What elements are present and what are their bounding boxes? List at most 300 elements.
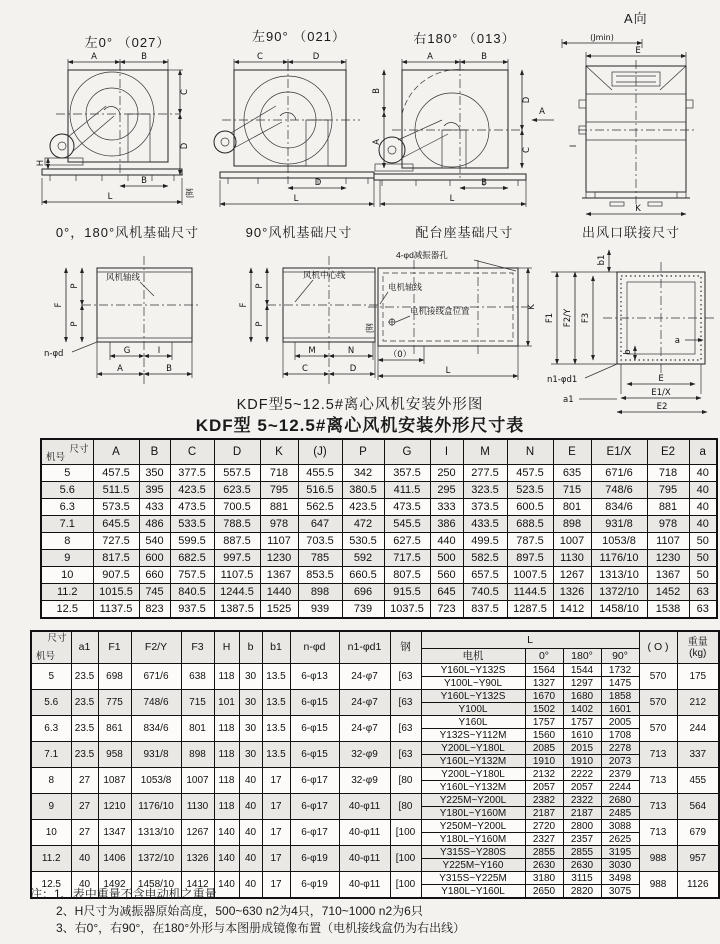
- l0-cell: 2187: [525, 807, 563, 820]
- model-cell: 5.6: [31, 690, 71, 716]
- column-header: K: [260, 439, 298, 465]
- l90-cell: 2680: [601, 794, 639, 807]
- value-cell: 433: [139, 499, 170, 516]
- value-cell: 898: [181, 742, 214, 768]
- value-cell: 40: [239, 768, 262, 794]
- l-group-header: L: [421, 631, 639, 649]
- l90-cell: 2244: [601, 781, 639, 794]
- dim-label-m: M: [308, 346, 316, 356]
- value-cell: 1367: [260, 567, 298, 584]
- value-cell: 24-φ7: [339, 690, 390, 716]
- l0-cell: 2327: [525, 833, 563, 846]
- value-cell: 1230: [260, 550, 298, 567]
- value-cell: 250: [430, 465, 463, 482]
- value-cell: 557.5: [214, 465, 260, 482]
- model-cell: 10: [31, 820, 71, 846]
- value-cell: 50: [689, 533, 717, 550]
- value-cell: 1267: [181, 820, 214, 846]
- l90-cell: 3195: [601, 846, 639, 859]
- column-header: D: [214, 439, 260, 465]
- value-cell: 1412: [553, 601, 591, 619]
- l180-cell: 1402: [563, 703, 601, 716]
- model-cell: 5: [31, 664, 71, 690]
- fan-drawing-right180: [372, 50, 557, 218]
- o-cell: 713: [639, 820, 677, 846]
- value-cell: 657.5: [463, 567, 507, 584]
- value-cell: 1387.5: [214, 601, 260, 619]
- dim-label-left-a: A: [372, 139, 382, 145]
- installation-dimensions-table: [30, 630, 720, 899]
- value-cell: [100: [390, 846, 421, 872]
- l-sub-header: 电机: [421, 649, 525, 664]
- table-row: [41, 584, 717, 601]
- table-row: [31, 664, 719, 677]
- value-cell: 380.5: [342, 482, 384, 499]
- value-cell: 727.5: [93, 533, 139, 550]
- table-row: [41, 567, 717, 584]
- value-cell: 1230: [647, 550, 689, 567]
- value-cell: 24-φ7: [339, 716, 390, 742]
- value-cell: 682.5: [170, 550, 214, 567]
- dim-label-h: H: [36, 159, 46, 167]
- l90-cell: 3088: [601, 820, 639, 833]
- value-cell: 785: [298, 550, 342, 567]
- value-cell: [100: [390, 872, 421, 899]
- o-cell: 570: [639, 716, 677, 742]
- l180-cell: 1680: [563, 690, 601, 703]
- value-cell: 1287.5: [507, 601, 553, 619]
- value-cell: 350: [139, 465, 170, 482]
- l180-cell: 1610: [563, 729, 601, 742]
- value-cell: 795: [647, 482, 689, 499]
- value-cell: 834/6: [131, 716, 181, 742]
- value-cell: 6-φ17: [290, 794, 339, 820]
- corner-header-cell: [31, 631, 71, 664]
- caption-base-0-180: 0°，180°风机基础尺寸: [55, 225, 200, 240]
- o-cell: 713: [639, 768, 677, 794]
- weight-cell: 244: [677, 716, 719, 742]
- value-cell: 1458/10: [131, 872, 181, 899]
- dim-label-p1: P: [255, 283, 265, 289]
- value-cell: [100: [390, 820, 421, 846]
- motor-cell: Y180L~Y160M: [421, 807, 525, 820]
- dim-label-d: D: [312, 52, 320, 62]
- fan-centerline-label: 风机中心线: [303, 270, 346, 280]
- l90-cell: 2485: [601, 807, 639, 820]
- value-cell: 40: [689, 499, 717, 516]
- value-cell: 63: [689, 584, 717, 601]
- column-header: H: [214, 631, 239, 664]
- value-cell: 645.5: [93, 516, 139, 533]
- value-cell: 333: [430, 499, 463, 516]
- motor-cell: Y100L: [421, 703, 525, 716]
- value-cell: 455.5: [298, 465, 342, 482]
- dim-label-b: B: [166, 364, 172, 374]
- value-cell: 881: [647, 499, 689, 516]
- l90-cell: 3030: [601, 859, 639, 872]
- motor-cell: Y160L~Y132S: [421, 690, 525, 703]
- table-row: [31, 716, 719, 729]
- value-cell: 757.5: [170, 567, 214, 584]
- value-cell: 50: [689, 550, 717, 567]
- value-cell: 592: [342, 550, 384, 567]
- column-header: P: [342, 439, 384, 465]
- o-header: ( O ): [639, 631, 677, 664]
- value-cell: 533.5: [170, 516, 214, 533]
- value-cell: 40: [71, 846, 98, 872]
- dim-label-jmin: (Jmin): [590, 33, 614, 42]
- value-cell: 1107: [260, 533, 298, 550]
- value-cell: 1176/10: [131, 794, 181, 820]
- value-cell: 6-φ15: [290, 742, 339, 768]
- l0-cell: 2382: [525, 794, 563, 807]
- value-cell: 101: [214, 690, 239, 716]
- value-cell: 1015.5: [93, 584, 139, 601]
- value-cell: 27: [71, 768, 98, 794]
- model-cell: 12.5: [41, 601, 93, 619]
- l180-cell: 1544: [563, 664, 601, 677]
- column-header: E2: [647, 439, 689, 465]
- column-header: 钢: [390, 631, 421, 664]
- dim-label-right-c: C: [522, 147, 532, 153]
- dim-label-c: C: [257, 52, 263, 62]
- weight-cell: 212: [677, 690, 719, 716]
- value-cell: [63: [390, 716, 421, 742]
- corner-label-model: 机号: [46, 452, 66, 463]
- table-row: [31, 820, 719, 833]
- value-cell: 13.5: [262, 716, 290, 742]
- note-line-1: [30, 886, 700, 903]
- outline-dimensions-table: [40, 438, 718, 619]
- value-cell: 17: [262, 846, 290, 872]
- value-cell: 40: [239, 820, 262, 846]
- value-cell: 457.5: [507, 465, 553, 482]
- value-cell: 671/6: [131, 664, 181, 690]
- model-cell: 11.2: [41, 584, 93, 601]
- table-row: [41, 516, 717, 533]
- l90-cell: 1708: [601, 729, 639, 742]
- l90-cell: 2005: [601, 716, 639, 729]
- column-header: n-φd: [290, 631, 339, 664]
- dim-label-a: A: [117, 364, 123, 374]
- value-cell: 40: [239, 794, 262, 820]
- steel-channel-label: [钢: [365, 323, 374, 333]
- dim-label-o: （0）: [388, 350, 412, 360]
- l180-cell: 1297: [563, 677, 601, 690]
- value-cell: 627.5: [384, 533, 430, 550]
- value-cell: 511.5: [93, 482, 139, 499]
- motor-cell: Y160L~Y132M: [421, 781, 525, 794]
- column-header: N: [507, 439, 553, 465]
- value-cell: 40: [689, 465, 717, 482]
- column-header: F1: [98, 631, 131, 664]
- table-row: [41, 550, 717, 567]
- value-cell: 1313/10: [131, 820, 181, 846]
- column-header: F2/Y: [131, 631, 181, 664]
- caption-pedestal: 配台座基础尺寸: [415, 225, 514, 240]
- value-cell: 740.5: [463, 584, 507, 601]
- value-cell: 600: [139, 550, 170, 567]
- dim-label-f: F: [239, 302, 249, 308]
- value-cell: 647: [298, 516, 342, 533]
- value-cell: 688.5: [507, 516, 553, 533]
- dim-label-a: A: [427, 52, 433, 62]
- value-cell: 6-φ17: [290, 820, 339, 846]
- value-cell: 787.5: [507, 533, 553, 550]
- bolt-holes-label: n-φd: [44, 349, 64, 359]
- value-cell: 582.5: [463, 550, 507, 567]
- value-cell: 140: [214, 872, 239, 899]
- value-cell: 530.5: [342, 533, 384, 550]
- value-cell: 1210: [98, 794, 131, 820]
- value-cell: 1087: [98, 768, 131, 794]
- o-cell: 988: [639, 872, 677, 899]
- value-cell: 17: [262, 794, 290, 820]
- column-header: G: [384, 439, 430, 465]
- table-title: KDF型 5~12.5#离心风机安装外形尺寸表: [195, 416, 525, 435]
- diagram-title-left90: 左90° （021）: [252, 29, 346, 44]
- l90-cell: 2073: [601, 755, 639, 768]
- motor-cell: Y132S~Y112M: [421, 729, 525, 742]
- value-cell: 40-φ11: [339, 846, 390, 872]
- value-cell: 500: [430, 550, 463, 567]
- dim-label-f: F: [54, 302, 64, 308]
- value-cell: 23.5: [71, 664, 98, 690]
- o-cell: 713: [639, 742, 677, 768]
- value-cell: 40-φ11: [339, 794, 390, 820]
- l0-cell: 1502: [525, 703, 563, 716]
- value-cell: 342: [342, 465, 384, 482]
- motor-cell: Y315S~Y225M: [421, 872, 525, 885]
- value-cell: 40: [689, 516, 717, 533]
- l90-cell: 1475: [601, 677, 639, 690]
- dim-label-a: A: [91, 52, 97, 62]
- l90-cell: 2625: [601, 833, 639, 846]
- value-cell: 499.5: [463, 533, 507, 550]
- value-cell: 939: [298, 601, 342, 619]
- dim-label-f2: F2/Y: [563, 308, 573, 328]
- figure-title: KDF型5~12.5#离心风机安装外形图: [236, 397, 484, 413]
- value-cell: 423.5: [170, 482, 214, 499]
- value-cell: 1313/10: [591, 567, 647, 584]
- l180-cell: 2820: [563, 885, 601, 899]
- value-cell: 63: [689, 601, 717, 619]
- value-cell: 1007: [181, 768, 214, 794]
- value-cell: 40: [239, 846, 262, 872]
- caption-outlet: 出风口联接尺寸: [581, 225, 680, 240]
- value-cell: 897.5: [507, 550, 553, 567]
- value-cell: 775: [98, 690, 131, 716]
- table-row: [31, 690, 719, 703]
- value-cell: 801: [553, 499, 591, 516]
- value-cell: 562.5: [298, 499, 342, 516]
- value-cell: 718: [647, 465, 689, 482]
- header-row-1: [31, 631, 719, 649]
- value-cell: 23.5: [71, 716, 98, 742]
- value-cell: 30: [239, 690, 262, 716]
- value-cell: 671/6: [591, 465, 647, 482]
- value-cell: 24-φ7: [339, 664, 390, 690]
- value-cell: 32-φ9: [339, 768, 390, 794]
- damper-holes-label: 4-φd减振器孔: [396, 250, 448, 260]
- model-cell: 11.2: [31, 846, 71, 872]
- value-cell: 715: [553, 482, 591, 499]
- dim-label-b: B: [141, 52, 147, 62]
- diagram-title-left0: 左0° （027）: [84, 35, 171, 50]
- model-cell: 7.1: [41, 516, 93, 533]
- model-cell: 7.1: [31, 742, 71, 768]
- value-cell: 718: [260, 465, 298, 482]
- motor-cell: Y225M~Y200L: [421, 794, 525, 807]
- l0-cell: 1757: [525, 716, 563, 729]
- value-cell: 881: [260, 499, 298, 516]
- value-cell: 698: [98, 664, 131, 690]
- value-cell: 817.5: [93, 550, 139, 567]
- table-row: [41, 465, 717, 482]
- value-cell: 978: [647, 516, 689, 533]
- value-cell: 907.5: [93, 567, 139, 584]
- model-cell: 6.3: [31, 716, 71, 742]
- value-cell: 13.5: [262, 664, 290, 690]
- value-cell: 1137.5: [93, 601, 139, 619]
- l180-cell: 1910: [563, 755, 601, 768]
- model-cell: 10: [41, 567, 93, 584]
- motor-cell: Y180L~Y160M: [421, 833, 525, 846]
- l-sub-header: 180°: [563, 649, 601, 664]
- l180-cell: 2057: [563, 781, 601, 794]
- note-line-3: [56, 920, 700, 937]
- dim-label-c: C: [180, 89, 190, 95]
- notes: [30, 886, 700, 937]
- caption-base-90: 90°风机基础尺寸: [245, 225, 353, 240]
- value-cell: [63: [390, 742, 421, 768]
- value-cell: 638: [181, 664, 214, 690]
- outline-dimensions-table-grid: [40, 438, 718, 619]
- dim-label-l: L: [293, 194, 299, 204]
- value-cell: 1107.5: [214, 567, 260, 584]
- value-cell: 1347: [98, 820, 131, 846]
- value-cell: [63: [390, 664, 421, 690]
- value-cell: 540: [139, 533, 170, 550]
- model-cell: 8: [31, 768, 71, 794]
- view-arrow-label: A: [539, 107, 545, 117]
- note-line-2: [56, 903, 700, 920]
- l180-cell: 2630: [563, 859, 601, 872]
- column-header: B: [139, 439, 170, 465]
- l180-cell: 2222: [563, 768, 601, 781]
- l90-cell: 2379: [601, 768, 639, 781]
- dim-label-f1: F1: [545, 312, 555, 324]
- dim-label-e1x: E1/X: [651, 388, 671, 398]
- value-cell: 1372/10: [131, 846, 181, 872]
- value-cell: 1130: [181, 794, 214, 820]
- value-cell: 635: [553, 465, 591, 482]
- column-header: F3: [181, 631, 214, 664]
- dim-label-d: D: [349, 364, 357, 374]
- model-cell: 5: [41, 465, 93, 482]
- base-plan-fan-centerline: [225, 252, 380, 392]
- value-cell: 40-φ11: [339, 820, 390, 846]
- l0-cell: 2855: [525, 846, 563, 859]
- l-sub-header: 90°: [601, 649, 639, 664]
- value-cell: [63: [390, 690, 421, 716]
- column-header: (J): [298, 439, 342, 465]
- dim-label-right-d: D: [522, 96, 532, 104]
- value-cell: 323.5: [463, 482, 507, 499]
- l180-cell: 2855: [563, 846, 601, 859]
- dim-label-a: a: [674, 336, 680, 346]
- value-cell: 457.5: [93, 465, 139, 482]
- dim-label-l: L: [445, 366, 451, 376]
- value-cell: 1130: [553, 550, 591, 567]
- corner-label-size: 尺寸: [69, 444, 89, 455]
- corner-label-model: 机号: [36, 651, 56, 662]
- weight-cell: 337: [677, 742, 719, 768]
- value-cell: 1267: [553, 567, 591, 584]
- motor-base-plan: [366, 248, 536, 390]
- value-cell: 1326: [181, 846, 214, 872]
- l0-cell: 2132: [525, 768, 563, 781]
- l-sub-header: 0°: [525, 649, 563, 664]
- note-text-2: 2、H尺寸为减振器原始高度，500~630 n2为4只，710~1000 n2为6只: [56, 904, 423, 918]
- value-cell: 17: [262, 768, 290, 794]
- table-row: [31, 768, 719, 781]
- value-cell: 473.5: [384, 499, 430, 516]
- value-cell: 486: [139, 516, 170, 533]
- value-cell: 978: [260, 516, 298, 533]
- value-cell: 1412: [181, 872, 214, 899]
- weight-header: [677, 631, 719, 664]
- motor-cell: Y160L~Y132S: [421, 664, 525, 677]
- l180-cell: 2800: [563, 820, 601, 833]
- column-header: a: [689, 439, 717, 465]
- o-cell: 570: [639, 664, 677, 690]
- weight-cell: 679: [677, 820, 719, 846]
- l0-cell: 3180: [525, 872, 563, 885]
- value-cell: 696: [342, 584, 384, 601]
- view-a-label: A向: [624, 11, 648, 26]
- dim-label-e: E: [658, 374, 664, 384]
- motor-axis-label: 电机轴线: [388, 282, 423, 292]
- column-header: b1: [262, 631, 290, 664]
- l0-cell: 2085: [525, 742, 563, 755]
- l180-cell: 1757: [563, 716, 601, 729]
- value-cell: 516.5: [298, 482, 342, 499]
- value-cell: 931/8: [131, 742, 181, 768]
- value-cell: 118: [214, 664, 239, 690]
- weight-cell: 455: [677, 768, 719, 794]
- value-cell: 915.5: [384, 584, 430, 601]
- value-cell: 837.5: [463, 601, 507, 619]
- value-cell: 573.5: [93, 499, 139, 516]
- table-row: [31, 846, 719, 859]
- l0-cell: 1327: [525, 677, 563, 690]
- value-cell: 23.5: [71, 742, 98, 768]
- value-cell: 937.5: [170, 601, 214, 619]
- table-row: [41, 601, 717, 619]
- value-cell: 473.5: [170, 499, 214, 516]
- value-cell: 386: [430, 516, 463, 533]
- dim-label-g: G: [123, 346, 131, 356]
- column-header: n1-φd1: [339, 631, 390, 664]
- fan-drawing-left90: [220, 50, 378, 218]
- o-cell: 713: [639, 794, 677, 820]
- value-cell: 1037.5: [384, 601, 430, 619]
- weight-cell: 1126: [677, 872, 719, 899]
- dim-label-k: K: [527, 304, 537, 310]
- value-cell: 898: [553, 516, 591, 533]
- value-cell: 1053/8: [591, 533, 647, 550]
